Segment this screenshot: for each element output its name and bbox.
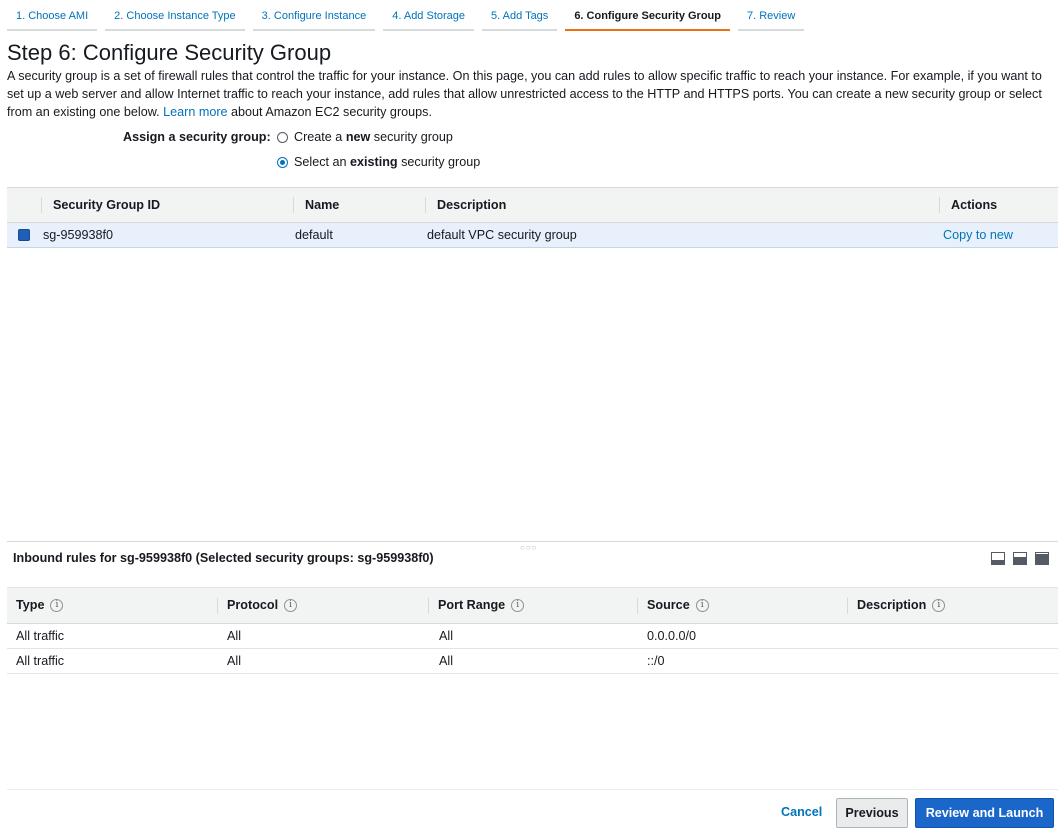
rule-type-cell: All traffic <box>16 654 65 668</box>
review-and-launch-button[interactable]: Review and Launch <box>915 798 1054 828</box>
pane-divider[interactable] <box>7 541 1058 542</box>
column-actions: Actions <box>951 198 998 212</box>
tab-add-storage[interactable]: 4. Add Storage <box>383 7 474 31</box>
learn-more-suffix: about Amazon EC2 security groups. <box>231 105 432 119</box>
tab-choose-ami[interactable]: 1. Choose AMI <box>7 7 97 31</box>
create-new-radio[interactable] <box>277 132 288 143</box>
rule-protocol-cell: All <box>227 654 241 668</box>
column-separator <box>939 197 940 213</box>
select-existing-radio[interactable] <box>277 157 288 168</box>
create-new-label: Create a new security group <box>294 130 453 144</box>
pane-half-icon[interactable] <box>1013 552 1027 565</box>
description-text: A security group is a set of firewall rules that control the traffic for your instance. On this page, you can add rules to allow specific traffic to reach your instance. For example, if you want to set up a web server and allow Internet traffic to reach your instance, add rules that allow unrestricted access to the HTTP and HTTPS ports. You can create a new security group or select from an existing one below. <box>7 69 1042 119</box>
info-icon[interactable]: i <box>696 599 709 612</box>
info-icon[interactable]: i <box>511 599 524 612</box>
column-separator <box>41 197 42 213</box>
rule-port-range-cell: All <box>439 629 453 643</box>
pane-maximize-icon[interactable] <box>1035 552 1049 565</box>
inbound-rules-title: Inbound rules for sg-959938f0 (Selected security groups: sg-959938f0) <box>13 551 434 565</box>
row-select-checkbox[interactable] <box>18 229 30 241</box>
column-separator <box>293 197 294 213</box>
security-group-id-cell: sg-959938f0 <box>43 228 114 242</box>
table-row[interactable] <box>7 223 1058 248</box>
assign-security-group-label: Assign a security group: <box>123 130 271 144</box>
tab-add-tags[interactable]: 5. Add Tags <box>482 7 557 31</box>
table-row <box>7 624 1058 649</box>
footer-divider <box>7 789 1058 790</box>
column-separator <box>637 598 638 614</box>
security-groups-table-header <box>7 187 1058 223</box>
page-title: Step 6: Configure Security Group <box>7 40 332 65</box>
column-separator <box>847 598 848 614</box>
column-protocol: Protocol i <box>227 588 297 623</box>
select-existing-option[interactable] <box>277 155 480 169</box>
table-row <box>7 649 1058 674</box>
copy-to-new-link[interactable]: Copy to new <box>943 228 1014 242</box>
pane-layout-controls <box>991 552 1057 565</box>
page-description <box>7 67 1059 121</box>
column-port-range: Port Range i <box>438 588 524 623</box>
security-group-name-cell: default <box>295 228 333 242</box>
info-icon[interactable]: i <box>50 599 63 612</box>
rule-source-cell: 0.0.0.0/0 <box>647 629 697 643</box>
column-separator <box>428 598 429 614</box>
rule-source-cell: ::/0 <box>647 654 665 668</box>
rule-type-cell: All traffic <box>16 629 65 643</box>
select-existing-label: Select an existing security group <box>294 155 481 169</box>
column-source: Source i <box>647 588 709 623</box>
tab-choose-instance-type[interactable]: 2. Choose Instance Type <box>105 7 245 31</box>
tab-configure-instance[interactable]: 3. Configure Instance <box>253 7 376 31</box>
tab-configure-security-group[interactable]: 6. Configure Security Group <box>565 7 730 31</box>
drag-handle-icon[interactable]: ○○○ <box>520 543 538 552</box>
wizard-tabs <box>7 7 812 31</box>
column-name[interactable]: Name <box>305 198 340 212</box>
inbound-rules-table-header <box>7 587 1058 624</box>
rule-protocol-cell: All <box>227 629 241 643</box>
rule-port-range-cell: All <box>439 654 453 668</box>
previous-button[interactable]: Previous <box>836 798 908 828</box>
column-rule-description: Description i <box>857 588 945 623</box>
pane-minimize-icon[interactable] <box>991 552 1005 565</box>
learn-more-link[interactable]: Learn more <box>163 105 228 119</box>
info-icon[interactable]: i <box>284 599 297 612</box>
column-type: Type i <box>16 588 63 623</box>
cancel-button[interactable]: Cancel <box>781 805 823 819</box>
column-separator <box>425 197 426 213</box>
column-description[interactable]: Description <box>437 198 507 212</box>
tab-review[interactable]: 7. Review <box>738 7 804 31</box>
create-new-option[interactable] <box>277 130 453 144</box>
security-group-description-cell: default VPC security group <box>427 228 577 242</box>
column-separator <box>217 598 218 614</box>
info-icon[interactable]: i <box>932 599 945 612</box>
column-security-group-id[interactable]: Security Group ID <box>53 198 161 212</box>
